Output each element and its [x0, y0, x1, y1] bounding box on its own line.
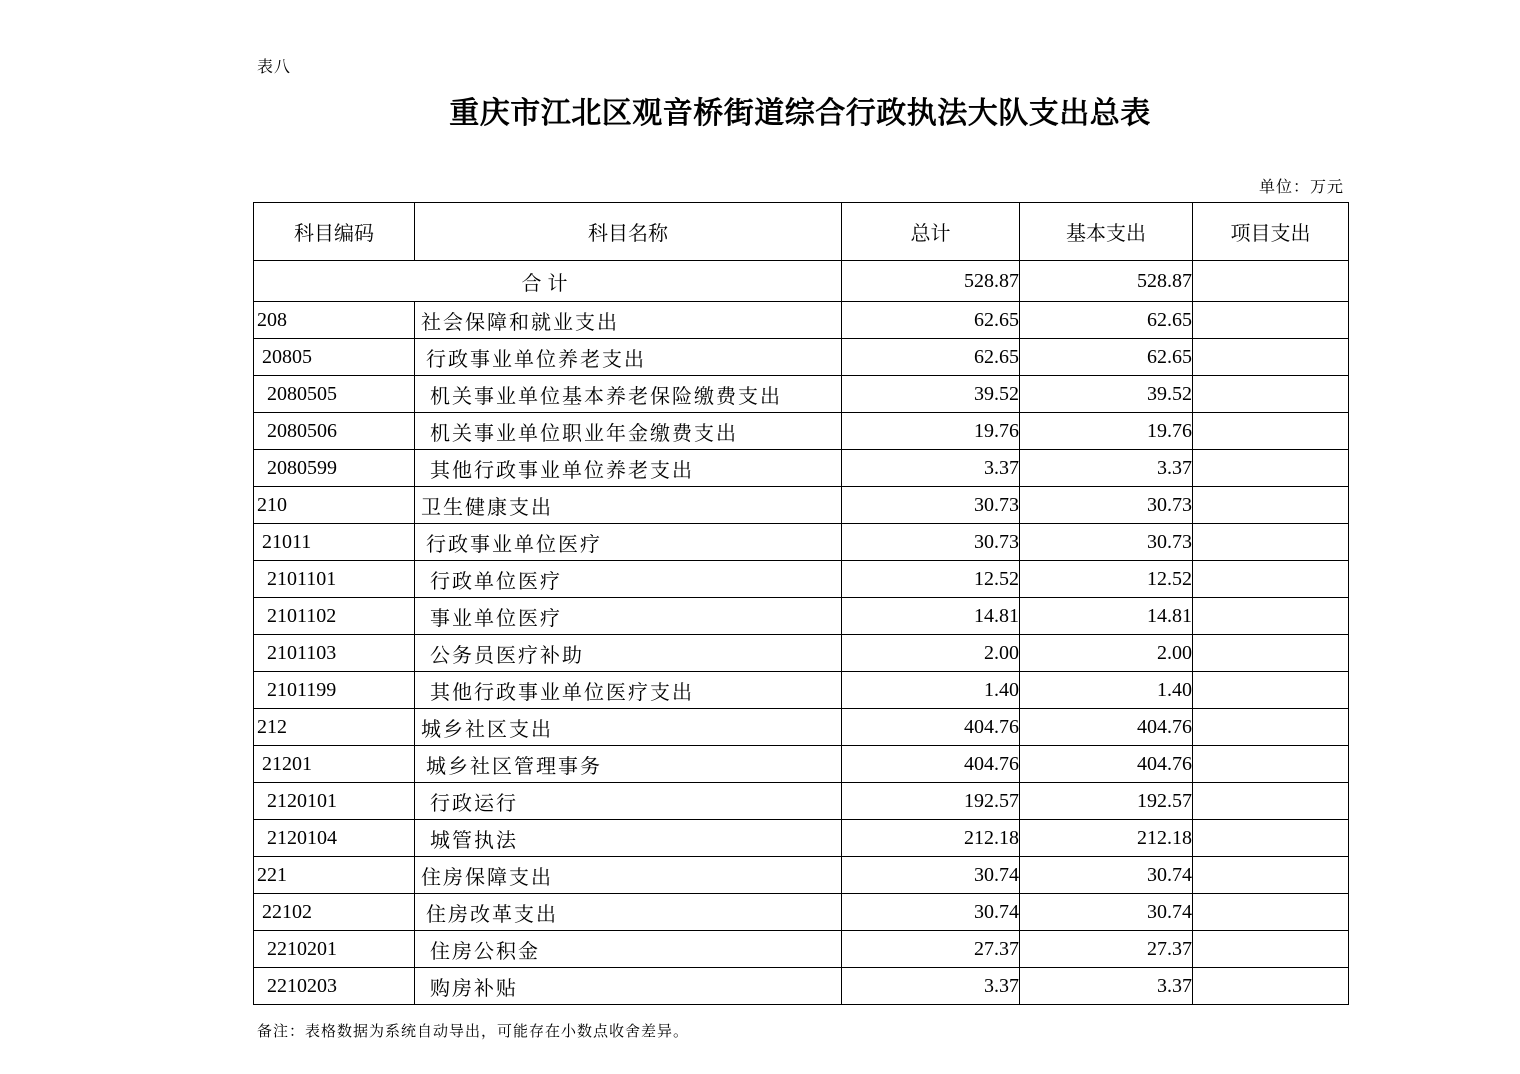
project-cell: [1193, 302, 1349, 339]
name-cell: 购房补贴: [415, 968, 842, 1005]
code-cell: 2080599: [254, 450, 415, 487]
total-cell: 404.76: [842, 746, 1020, 783]
basic-cell: 30.74: [1020, 857, 1193, 894]
code-cell: 2101199: [254, 672, 415, 709]
table-row: [254, 598, 1349, 635]
name-cell: 行政事业单位养老支出: [415, 339, 842, 376]
total-cell: 62.65: [842, 339, 1020, 376]
code-cell: 2101103: [254, 635, 415, 672]
project-cell: [1193, 968, 1349, 1005]
table-header-row: [254, 203, 1349, 261]
total-label: 合计: [254, 261, 842, 302]
table-row: [254, 968, 1349, 1005]
table-row: [254, 709, 1349, 746]
table-row: [254, 672, 1349, 709]
table-row: [254, 376, 1349, 413]
basic-cell: 192.57: [1020, 783, 1193, 820]
table-number-label: 表八: [257, 59, 292, 76]
name-cell: 住房保障支出: [415, 857, 842, 894]
basic-cell: 39.52: [1020, 376, 1193, 413]
project-cell: [1193, 857, 1349, 894]
name-cell: 住房公积金: [415, 931, 842, 968]
total-cell: 19.76: [842, 413, 1020, 450]
basic-cell: 3.37: [1020, 968, 1193, 1005]
column-header-project: 项目支出: [1193, 203, 1349, 261]
name-cell: 城乡社区支出: [415, 709, 842, 746]
table-row: [254, 487, 1349, 524]
project-cell: [1193, 376, 1349, 413]
basic-cell: 19.76: [1020, 413, 1193, 450]
basic-cell: 30.73: [1020, 487, 1193, 524]
basic-cell: 62.65: [1020, 302, 1193, 339]
total-cell: 3.37: [842, 968, 1020, 1005]
total-total-cell: 528.87: [842, 261, 1020, 302]
name-cell: 机关事业单位基本养老保险缴费支出: [415, 376, 842, 413]
code-cell: 221: [254, 857, 415, 894]
code-cell: 21201: [254, 746, 415, 783]
code-cell: 2101102: [254, 598, 415, 635]
project-cell: [1193, 635, 1349, 672]
table-row: [254, 524, 1349, 561]
column-header-name: 科目名称: [415, 203, 842, 261]
column-header-code: 科目编码: [254, 203, 415, 261]
project-cell: [1193, 598, 1349, 635]
unit-note: 单位：万元: [1258, 179, 1344, 196]
code-cell: 20805: [254, 339, 415, 376]
basic-cell: 3.37: [1020, 450, 1193, 487]
total-row: [254, 261, 1349, 302]
code-cell: 2080506: [254, 413, 415, 450]
total-cell: 3.37: [842, 450, 1020, 487]
code-cell: 2210201: [254, 931, 415, 968]
code-cell: 2210203: [254, 968, 415, 1005]
project-cell: [1193, 413, 1349, 450]
total-project-cell: [1193, 261, 1349, 302]
table-row: [254, 339, 1349, 376]
project-cell: [1193, 820, 1349, 857]
basic-cell: 14.81: [1020, 598, 1193, 635]
table-row: [254, 413, 1349, 450]
table-row: [254, 857, 1349, 894]
basic-cell: 2.00: [1020, 635, 1193, 672]
name-cell: 机关事业单位职业年金缴费支出: [415, 413, 842, 450]
code-cell: 210: [254, 487, 415, 524]
name-cell: 行政单位医疗: [415, 561, 842, 598]
footnote: 备注：表格数据为系统自动导出，可能存在小数点收舍差异。: [257, 1024, 690, 1040]
code-cell: 2101101: [254, 561, 415, 598]
total-cell: 30.73: [842, 524, 1020, 561]
code-cell: 208: [254, 302, 415, 339]
code-cell: 21011: [254, 524, 415, 561]
table-row: [254, 561, 1349, 598]
total-cell: 212.18: [842, 820, 1020, 857]
project-cell: [1193, 561, 1349, 598]
table-row: [254, 931, 1349, 968]
basic-cell: 30.73: [1020, 524, 1193, 561]
code-cell: 212: [254, 709, 415, 746]
total-cell: 30.74: [842, 894, 1020, 931]
project-cell: [1193, 746, 1349, 783]
table-row: [254, 820, 1349, 857]
table-row: [254, 450, 1349, 487]
code-cell: 22102: [254, 894, 415, 931]
total-cell: 30.74: [842, 857, 1020, 894]
table-row: [254, 302, 1349, 339]
total-cell: 14.81: [842, 598, 1020, 635]
name-cell: 行政运行: [415, 783, 842, 820]
table-row: [254, 783, 1349, 820]
project-cell: [1193, 672, 1349, 709]
total-cell: 192.57: [842, 783, 1020, 820]
table-row: [254, 746, 1349, 783]
table-row: [254, 635, 1349, 672]
total-cell: 30.73: [842, 487, 1020, 524]
project-cell: [1193, 339, 1349, 376]
table-row: [254, 894, 1349, 931]
basic-cell: 12.52: [1020, 561, 1193, 598]
basic-cell: 404.76: [1020, 709, 1193, 746]
basic-cell: 30.74: [1020, 894, 1193, 931]
name-cell: 其他行政事业单位医疗支出: [415, 672, 842, 709]
name-cell: 行政事业单位医疗: [415, 524, 842, 561]
name-cell: 公务员医疗补助: [415, 635, 842, 672]
project-cell: [1193, 783, 1349, 820]
column-header-basic: 基本支出: [1020, 203, 1193, 261]
total-cell: 39.52: [842, 376, 1020, 413]
project-cell: [1193, 487, 1349, 524]
total-cell: 1.40: [842, 672, 1020, 709]
project-cell: [1193, 524, 1349, 561]
name-cell: 社会保障和就业支出: [415, 302, 842, 339]
name-cell: 事业单位医疗: [415, 598, 842, 635]
expense-table: [253, 202, 1349, 1005]
code-cell: 2080505: [254, 376, 415, 413]
name-cell: 城乡社区管理事务: [415, 746, 842, 783]
name-cell: 其他行政事业单位养老支出: [415, 450, 842, 487]
project-cell: [1193, 894, 1349, 931]
total-cell: 404.76: [842, 709, 1020, 746]
name-cell: 城管执法: [415, 820, 842, 857]
total-cell: 2.00: [842, 635, 1020, 672]
basic-cell: 27.37: [1020, 931, 1193, 968]
total-cell: 27.37: [842, 931, 1020, 968]
basic-cell: 404.76: [1020, 746, 1193, 783]
code-cell: 2120104: [254, 820, 415, 857]
basic-cell: 212.18: [1020, 820, 1193, 857]
basic-cell: 1.40: [1020, 672, 1193, 709]
page-title: 重庆市江北区观音桥街道综合行政执法大队支出总表: [449, 96, 1151, 131]
project-cell: [1193, 450, 1349, 487]
code-cell: 2120101: [254, 783, 415, 820]
total-cell: 62.65: [842, 302, 1020, 339]
total-cell: 12.52: [842, 561, 1020, 598]
basic-cell: 62.65: [1020, 339, 1193, 376]
column-header-total: 总计: [842, 203, 1020, 261]
project-cell: [1193, 931, 1349, 968]
project-cell: [1193, 709, 1349, 746]
name-cell: 卫生健康支出: [415, 487, 842, 524]
name-cell: 住房改革支出: [415, 894, 842, 931]
total-basic-cell: 528.87: [1020, 261, 1193, 302]
